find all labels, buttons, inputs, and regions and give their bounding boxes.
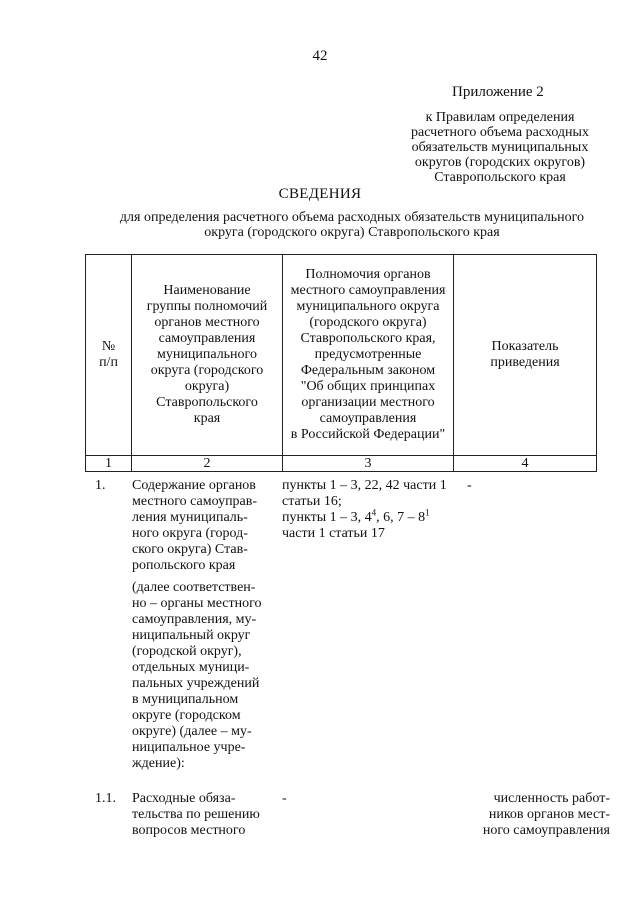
header-name-line: группы полномочий xyxy=(146,299,268,314)
header-name-line: муниципального xyxy=(157,347,257,362)
row-1-note-line: в муниципальном xyxy=(132,692,239,707)
powers-text: пункты 1 – 3, 4 xyxy=(282,510,372,525)
row-1-note-line: (далее соответствен- xyxy=(132,580,256,595)
row-1-note-line: ниципальное учре- xyxy=(132,740,246,755)
header-name-line: округа (городского xyxy=(150,363,264,378)
header-powers-line: Полномочия органов xyxy=(305,267,431,282)
row-1-note-line: пальных учреждений xyxy=(132,676,260,691)
row-1-1-powers: - xyxy=(282,791,287,806)
header-name-line: органов местного xyxy=(154,315,260,330)
document-title: СВЕДЕНИЯ xyxy=(278,186,362,202)
header-powers-line: "Об общих принципах xyxy=(300,379,436,394)
column-number: 1 xyxy=(86,456,132,472)
row-1-name-line: ления муниципаль- xyxy=(132,510,248,525)
row-1-note-line: самоуправления, му- xyxy=(132,612,257,627)
header-powers-line: Ставропольского края, xyxy=(300,331,436,346)
row-1-1-name xyxy=(132,791,282,839)
header-num xyxy=(86,255,132,456)
page-number: 42 xyxy=(312,48,328,64)
row-1-name-note xyxy=(132,580,282,772)
document-subtitle-line: округа (городского округа) Ставропольского края xyxy=(204,225,500,240)
row-1-note-line: округе (городском xyxy=(132,708,241,723)
row-1-name-line: Содержание органов xyxy=(132,478,256,493)
header-name-line: округа) xyxy=(184,379,230,394)
row-1-1-num: 1.1. xyxy=(95,791,116,806)
header-powers xyxy=(283,255,454,456)
row-1-name-line: ного округа (город- xyxy=(132,526,248,541)
header-row xyxy=(86,255,597,456)
header-powers-line: местного самоуправления xyxy=(290,283,446,298)
row-1-name xyxy=(132,478,282,772)
data-table-header xyxy=(85,254,597,472)
appendix-subtitle-line: расчетного объема расходных xyxy=(411,125,589,140)
column-number: 4 xyxy=(454,456,597,472)
row-1-powers-line: статьи 16; xyxy=(282,494,342,509)
row-1-name-line: ропольского края xyxy=(132,558,236,573)
row-1-powers xyxy=(282,478,462,542)
superscript: 1 xyxy=(425,507,430,518)
row-1-powers-line: пункты 1 – 3, 22, 42 части 1 xyxy=(282,478,447,493)
appendix-subtitle-line: обязательств муниципальных xyxy=(411,140,589,155)
header-powers-line: (городского округа) xyxy=(309,315,427,330)
superscript: 4 xyxy=(371,507,377,518)
header-powers-line: муниципального округа xyxy=(296,299,440,314)
row-1-num: 1. xyxy=(95,478,106,493)
appendix-title: Приложение 2 xyxy=(452,84,544,100)
column-number: 3 xyxy=(283,456,454,472)
row-1-name-line: местного самоуправ- xyxy=(132,494,258,509)
appendix-subtitle-line: к Правилам определения xyxy=(425,110,575,125)
row-1-powers-line: части 1 статьи 17 xyxy=(282,526,385,541)
header-name xyxy=(132,255,283,456)
header-name-line: Ставропольского xyxy=(156,395,258,410)
row-1-name-line: ского округа) Став- xyxy=(132,542,248,557)
document-subtitle-line: для определения расчетного объема расходных обязательств муниципального xyxy=(119,210,585,225)
row-1-powers-line xyxy=(282,507,462,526)
row-1-1-name-line: Расходные обяза- xyxy=(132,791,236,806)
header-indicator-line: Показатель xyxy=(491,339,559,354)
header-num-line: п/п xyxy=(99,355,118,370)
row-1-1-indicator-line: ников органов мест- xyxy=(488,807,610,822)
header-num-line: № xyxy=(101,339,116,354)
header-name-line: Наименование xyxy=(163,283,251,298)
header-indicator-line: приведения xyxy=(490,355,560,370)
header-indicator xyxy=(454,255,597,456)
column-number-row xyxy=(86,456,597,472)
row-1-1-name-line: тельства по решению xyxy=(132,807,260,822)
header-name-line: края xyxy=(193,411,221,426)
appendix-subtitle xyxy=(395,110,605,185)
header-powers-line: предусмотренные xyxy=(314,347,422,362)
row-1-1-indicator xyxy=(465,791,610,839)
header-powers-line: Федеральным законом xyxy=(300,363,436,378)
header-powers-line: организации местного xyxy=(301,395,435,410)
row-1-1-indicator-line: численность работ- xyxy=(493,791,610,806)
row-1-note-line: ниципальный округ xyxy=(132,628,251,643)
row-1-note-line: ждение): xyxy=(132,756,185,771)
appendix-subtitle-line: округов (городских округов) xyxy=(414,155,586,170)
header-powers-line: в Российской Федерации" xyxy=(290,427,446,442)
appendix-subtitle-line: Ставропольского края xyxy=(434,170,566,185)
header-powers-line: самоуправления xyxy=(319,411,417,426)
row-1-1-name-line: вопросов местного xyxy=(132,823,246,838)
row-1-indicator: - xyxy=(467,478,472,493)
row-1-note-line: (городской округ), xyxy=(132,644,242,659)
row-1-1-indicator-line: ного самоуправления xyxy=(482,823,610,838)
row-1-note-line: но – органы местного xyxy=(132,596,262,611)
column-number: 2 xyxy=(132,456,283,472)
powers-text: , 6, 7 – 8 xyxy=(376,510,426,525)
header-name-line: самоуправления xyxy=(158,331,256,346)
row-1-note-line: округе) (далее – му- xyxy=(132,724,252,739)
document-subtitle xyxy=(92,210,612,240)
row-1-note-line: отдельных муници- xyxy=(132,660,250,675)
